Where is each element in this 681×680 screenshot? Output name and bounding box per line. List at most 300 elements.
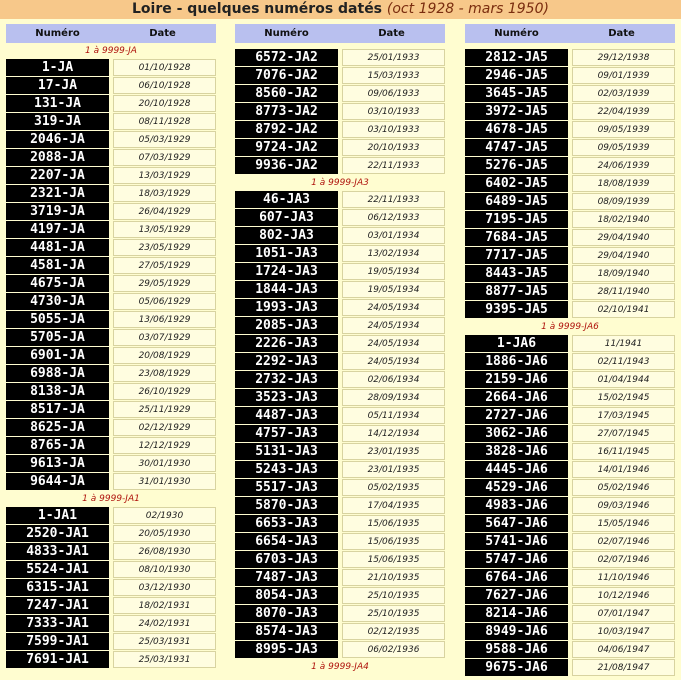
registration-date: 13/06/1929: [113, 311, 216, 328]
registration-date: 10/03/1947: [572, 623, 675, 640]
table-row: [6, 293, 216, 311]
registration-date: 25/10/1935: [342, 587, 445, 604]
table-row: [465, 85, 675, 103]
registration-date: 09/05/1939: [572, 121, 675, 138]
plate-number: 3719-JA: [6, 203, 109, 220]
registration-date: 03/07/1929: [113, 329, 216, 346]
registration-date: 17/04/1935: [342, 497, 445, 514]
table-row: [6, 329, 216, 347]
plate-number: 6764-JA6: [465, 569, 568, 586]
registration-date: 29/04/1940: [572, 229, 675, 246]
registration-date: 15/06/1935: [342, 551, 445, 568]
registration-date: 05/02/1935: [342, 479, 445, 496]
registration-date: 23/08/1929: [113, 365, 216, 382]
table-row: [465, 569, 675, 587]
header-numero: Numéro: [35, 28, 80, 39]
plate-number: 6489-JA5: [465, 193, 568, 210]
registration-date: 02/10/1941: [572, 301, 675, 318]
plate-number: 5747-JA6: [465, 551, 568, 568]
plate-number: 2207-JA: [6, 167, 109, 184]
plate-number: 7195-JA5: [465, 211, 568, 228]
registration-date: 24/05/1934: [342, 353, 445, 370]
registration-date: 06/12/1933: [342, 209, 445, 226]
registration-date: 21/08/1947: [572, 659, 675, 676]
registration-date: 25/10/1935: [342, 605, 445, 622]
registration-date: 12/12/1929: [113, 437, 216, 454]
plate-number: 131-JA: [6, 95, 109, 112]
section-label: 1 à 9999-JA3: [311, 178, 369, 188]
registration-date: 09/01/1939: [572, 67, 675, 84]
table-row: [235, 605, 445, 623]
plate-number: 1844-JA3: [235, 281, 338, 298]
plate-number: 8214-JA6: [465, 605, 568, 622]
table-row: [235, 67, 445, 85]
registration-date: 02/07/1946: [572, 551, 675, 568]
registration-date: 25/03/1931: [113, 633, 216, 650]
registration-date: 05/02/1946: [572, 479, 675, 496]
table-row: [235, 353, 445, 371]
registration-date: 24/05/1934: [342, 299, 445, 316]
registration-date: 07/03/1929: [113, 149, 216, 166]
plate-number: 7627-JA6: [465, 587, 568, 604]
table-row: [465, 425, 675, 443]
table-row: [235, 227, 445, 245]
table-row: [6, 419, 216, 437]
registration-date: 19/05/1934: [342, 281, 445, 298]
table-row: [235, 443, 445, 461]
plate-number: 4730-JA: [6, 293, 109, 310]
table-row: [235, 407, 445, 425]
table-row: [6, 167, 216, 185]
table-header: [6, 24, 216, 43]
plate-number: 607-JA3: [235, 209, 338, 226]
plate-number: 5517-JA3: [235, 479, 338, 496]
registration-date: 02/03/1939: [572, 85, 675, 102]
plate-number: 4747-JA5: [465, 139, 568, 156]
registration-date: 24/02/1931: [113, 615, 216, 632]
plate-number: 8949-JA6: [465, 623, 568, 640]
plate-number: 8995-JA3: [235, 641, 338, 658]
table-row: [6, 113, 216, 131]
plate-number: 4675-JA: [6, 275, 109, 292]
registration-date: 28/09/1934: [342, 389, 445, 406]
table-row: [235, 461, 445, 479]
registration-date: 20/10/1928: [113, 95, 216, 112]
registration-date: 15/02/1945: [572, 389, 675, 406]
plate-number: 46-JA3: [235, 191, 338, 208]
registration-date: 27/05/1929: [113, 257, 216, 274]
table-row: [465, 247, 675, 265]
table-row: [6, 203, 216, 221]
plate-number: 1-JA1: [6, 507, 109, 524]
column-3: [465, 24, 675, 677]
table-row: [235, 623, 445, 641]
registration-date: 20/10/1933: [342, 139, 445, 156]
registration-date: 14/12/1934: [342, 425, 445, 442]
plate-number: 5524-JA1: [6, 561, 109, 578]
plate-number: 8765-JA: [6, 437, 109, 454]
plate-number: 9588-JA6: [465, 641, 568, 658]
table-row: [465, 353, 675, 371]
plate-number: 7599-JA1: [6, 633, 109, 650]
table-row: [465, 479, 675, 497]
plate-number: 3645-JA5: [465, 85, 568, 102]
header-date: Date: [378, 28, 405, 39]
plate-number: 9395-JA5: [465, 301, 568, 318]
table-row: [6, 95, 216, 113]
plate-number: 9675-JA6: [465, 659, 568, 676]
plate-number: 8138-JA: [6, 383, 109, 400]
header-date: Date: [149, 28, 176, 39]
plate-number: 5870-JA3: [235, 497, 338, 514]
table-row: [235, 281, 445, 299]
plate-number: 1-JA6: [465, 335, 568, 352]
registration-date: 01/10/1928: [113, 59, 216, 76]
plate-number: 9936-JA2: [235, 157, 338, 174]
table-row: [465, 659, 675, 677]
table-row: [235, 121, 445, 139]
table-row: [6, 77, 216, 95]
plate-number: 8560-JA2: [235, 85, 338, 102]
plate-number: 1051-JA3: [235, 245, 338, 262]
registration-date: 02/06/1934: [342, 371, 445, 388]
title-subtitle: (oct 1928 - mars 1950): [386, 1, 549, 17]
plate-number: 6988-JA: [6, 365, 109, 382]
section-label: 1 à 9999-JA1: [82, 494, 140, 504]
table-row: [6, 597, 216, 615]
plate-number: 2664-JA6: [465, 389, 568, 406]
registration-date: 22/11/1933: [342, 157, 445, 174]
plate-number: 5741-JA6: [465, 533, 568, 550]
header-date: Date: [608, 28, 635, 39]
registration-date: 09/06/1933: [342, 85, 445, 102]
plate-number: 2946-JA5: [465, 67, 568, 84]
registration-date: 24/06/1939: [572, 157, 675, 174]
plate-number: 2046-JA: [6, 131, 109, 148]
table-row: [465, 461, 675, 479]
table-row: [235, 191, 445, 209]
plate-number: 9644-JA: [6, 473, 109, 490]
registration-date: 03/10/1933: [342, 121, 445, 138]
plate-number: 8070-JA3: [235, 605, 338, 622]
table-row: [6, 507, 216, 525]
plate-number: 3828-JA6: [465, 443, 568, 460]
plate-number: 1993-JA3: [235, 299, 338, 316]
table-row: [6, 455, 216, 473]
plate-number: 6653-JA3: [235, 515, 338, 532]
table-row: [6, 437, 216, 455]
table-row: [6, 221, 216, 239]
registration-date: 13/05/1929: [113, 221, 216, 238]
plate-number: 2292-JA3: [235, 353, 338, 370]
table-row: [235, 157, 445, 175]
table-header: [465, 24, 675, 43]
registration-date: 29/12/1938: [572, 49, 675, 66]
registration-date: 04/06/1947: [572, 641, 675, 658]
registration-date: 15/06/1935: [342, 533, 445, 550]
table-row: [235, 641, 445, 659]
registration-date: 17/03/1945: [572, 407, 675, 424]
plate-number: 802-JA3: [235, 227, 338, 244]
registration-date: 27/07/1945: [572, 425, 675, 442]
plate-number: 5055-JA: [6, 311, 109, 328]
table-row: [235, 209, 445, 227]
registration-date: 08/09/1939: [572, 193, 675, 210]
registration-date: 28/11/1940: [572, 283, 675, 300]
table-row: [6, 525, 216, 543]
table-row: [465, 533, 675, 551]
plate-number: 6402-JA5: [465, 175, 568, 192]
table-row: [465, 551, 675, 569]
table-row: [235, 371, 445, 389]
table-row: [465, 497, 675, 515]
plate-number: 4445-JA6: [465, 461, 568, 478]
plate-number: 2321-JA: [6, 185, 109, 202]
plate-number: 1886-JA6: [465, 353, 568, 370]
table-row: [465, 371, 675, 389]
registration-date: 06/02/1936: [342, 641, 445, 658]
table-row: [6, 131, 216, 149]
plate-number: 8443-JA5: [465, 265, 568, 282]
registration-date: 05/06/1929: [113, 293, 216, 310]
plate-number: 4529-JA6: [465, 479, 568, 496]
table-row: [465, 623, 675, 641]
column-1: [6, 24, 216, 669]
plate-number: 4197-JA: [6, 221, 109, 238]
plate-number: 5276-JA5: [465, 157, 568, 174]
registration-date: 25/01/1933: [342, 49, 445, 66]
plate-number: 6654-JA3: [235, 533, 338, 550]
registration-date: 05/11/1934: [342, 407, 445, 424]
table-row: [235, 317, 445, 335]
table-row: [6, 149, 216, 167]
registration-date: 15/06/1935: [342, 515, 445, 532]
registration-date: 26/04/1929: [113, 203, 216, 220]
registration-date: 05/03/1929: [113, 131, 216, 148]
registration-date: 02/1930: [113, 507, 216, 524]
registration-date: 22/11/1933: [342, 191, 445, 208]
plate-number: 6315-JA1: [6, 579, 109, 596]
plate-number: 319-JA: [6, 113, 109, 130]
table-header: [235, 24, 445, 43]
table-row: [465, 121, 675, 139]
plate-number: 2159-JA6: [465, 371, 568, 388]
table-row: [465, 283, 675, 301]
plate-number: 8792-JA2: [235, 121, 338, 138]
plate-number: 8773-JA2: [235, 103, 338, 120]
registration-date: 11/1941: [572, 335, 675, 352]
table-row: [235, 245, 445, 263]
registration-date: 08/10/1930: [113, 561, 216, 578]
registration-date: 24/05/1934: [342, 335, 445, 352]
plate-number: 2226-JA3: [235, 335, 338, 352]
table-row: [465, 443, 675, 461]
table-row: [6, 401, 216, 419]
registration-date: 20/05/1930: [113, 525, 216, 542]
table-row: [465, 587, 675, 605]
table-row: [465, 157, 675, 175]
table-row: [235, 497, 445, 515]
title-text: Loire - quelques numéros datés: [132, 1, 383, 17]
registration-date: 30/01/1930: [113, 455, 216, 472]
registration-date: 24/05/1934: [342, 317, 445, 334]
registration-date: 18/02/1931: [113, 597, 216, 614]
registration-date: 26/10/1929: [113, 383, 216, 400]
plate-number: 2732-JA3: [235, 371, 338, 388]
table-row: [6, 59, 216, 77]
plate-number: 8877-JA5: [465, 283, 568, 300]
table-row: [235, 479, 445, 497]
registration-date: 23/05/1929: [113, 239, 216, 256]
plate-number: 9724-JA2: [235, 139, 338, 156]
plate-number: 7333-JA1: [6, 615, 109, 632]
registration-date: 18/03/1929: [113, 185, 216, 202]
plate-number: 7691-JA1: [6, 651, 109, 668]
plate-number: 8517-JA: [6, 401, 109, 418]
table-row: [6, 651, 216, 669]
table-row: [465, 515, 675, 533]
registration-date: 18/08/1939: [572, 175, 675, 192]
registration-date: 13/03/1929: [113, 167, 216, 184]
plate-number: 4983-JA6: [465, 497, 568, 514]
registration-date: 07/01/1947: [572, 605, 675, 622]
plate-number: 1724-JA3: [235, 263, 338, 280]
registration-date: 21/10/1935: [342, 569, 445, 586]
table-row: [465, 175, 675, 193]
plate-number: 7717-JA5: [465, 247, 568, 264]
table-row: [6, 185, 216, 203]
table-row: [6, 561, 216, 579]
table-row: [465, 139, 675, 157]
table-row: [6, 579, 216, 597]
registration-date: 25/03/1931: [113, 651, 216, 668]
table-row: [6, 383, 216, 401]
table-row: [235, 263, 445, 281]
plate-number: 7487-JA3: [235, 569, 338, 586]
plate-number: 7684-JA5: [465, 229, 568, 246]
registration-date: 08/11/1928: [113, 113, 216, 130]
plate-number: 7247-JA1: [6, 597, 109, 614]
table-row: [235, 103, 445, 121]
registration-date: 18/02/1940: [572, 211, 675, 228]
plate-number: 4678-JA5: [465, 121, 568, 138]
table-row: [235, 139, 445, 157]
page-title: [0, 0, 681, 19]
plate-number: 17-JA: [6, 77, 109, 94]
plate-number: 2727-JA6: [465, 407, 568, 424]
registration-date: 02/12/1929: [113, 419, 216, 436]
table-row: [6, 311, 216, 329]
registration-date: 15/03/1933: [342, 67, 445, 84]
plate-number: 5705-JA: [6, 329, 109, 346]
table-row: [465, 103, 675, 121]
registration-date: 02/07/1946: [572, 533, 675, 550]
table-row: [235, 425, 445, 443]
plate-number: 6703-JA3: [235, 551, 338, 568]
plate-number: 3062-JA6: [465, 425, 568, 442]
plate-number: 4487-JA3: [235, 407, 338, 424]
registration-date: 18/09/1940: [572, 265, 675, 282]
table-row: [465, 407, 675, 425]
table-row: [235, 49, 445, 67]
section-label: 1 à 9999-JA6: [541, 322, 599, 332]
registration-date: 03/12/1930: [113, 579, 216, 596]
table-row: [235, 299, 445, 317]
header-numero: Numéro: [264, 28, 309, 39]
table-row: [6, 347, 216, 365]
plate-number: 5647-JA6: [465, 515, 568, 532]
plate-number: 2812-JA5: [465, 49, 568, 66]
plate-number: 3523-JA3: [235, 389, 338, 406]
plate-number: 1-JA: [6, 59, 109, 76]
table-row: [465, 641, 675, 659]
registration-date: 02/12/1935: [342, 623, 445, 640]
table-row: [465, 211, 675, 229]
table-row: [235, 389, 445, 407]
plate-number: 4581-JA: [6, 257, 109, 274]
table-row: [465, 335, 675, 353]
table-row: [235, 533, 445, 551]
table-row: [465, 605, 675, 623]
plate-number: 2085-JA3: [235, 317, 338, 334]
registration-date: 14/01/1946: [572, 461, 675, 478]
plate-number: 3972-JA5: [465, 103, 568, 120]
registration-date: 03/01/1934: [342, 227, 445, 244]
plate-number: 8625-JA: [6, 419, 109, 436]
registration-date: 09/03/1946: [572, 497, 675, 514]
table-row: [235, 587, 445, 605]
table-row: [465, 301, 675, 319]
registration-date: 20/08/1929: [113, 347, 216, 364]
plate-number: 5131-JA3: [235, 443, 338, 460]
registration-date: 15/05/1946: [572, 515, 675, 532]
table-row: [235, 551, 445, 569]
registration-date: 23/01/1935: [342, 443, 445, 460]
table-row: [235, 569, 445, 587]
table-row: [465, 389, 675, 407]
table-row: [235, 335, 445, 353]
table-row: [6, 275, 216, 293]
table-row: [6, 239, 216, 257]
registration-date: 02/11/1943: [572, 353, 675, 370]
plate-number: 4757-JA3: [235, 425, 338, 442]
registration-date: 31/01/1930: [113, 473, 216, 490]
plate-number: 6572-JA2: [235, 49, 338, 66]
registration-date: 06/10/1928: [113, 77, 216, 94]
column-2: [235, 24, 445, 675]
registration-date: 29/04/1940: [572, 247, 675, 264]
plate-number: 5243-JA3: [235, 461, 338, 478]
table-row: [6, 473, 216, 491]
plate-number: 8054-JA3: [235, 587, 338, 604]
plate-number: 7076-JA2: [235, 67, 338, 84]
table-row: [235, 85, 445, 103]
section-label: 1 à 9999-JA: [85, 46, 137, 56]
registration-date: 11/10/1946: [572, 569, 675, 586]
registration-date: 23/01/1935: [342, 461, 445, 478]
plate-number: 2520-JA1: [6, 525, 109, 542]
table-row: [6, 633, 216, 651]
registration-date: 29/05/1929: [113, 275, 216, 292]
table-row: [465, 229, 675, 247]
plate-number: 6901-JA: [6, 347, 109, 364]
table-row: [6, 543, 216, 561]
section-label: 1 à 9999-JA4: [311, 662, 369, 672]
table-row: [235, 515, 445, 533]
table-row: [6, 257, 216, 275]
table-row: [465, 265, 675, 283]
plate-number: 4481-JA: [6, 239, 109, 256]
